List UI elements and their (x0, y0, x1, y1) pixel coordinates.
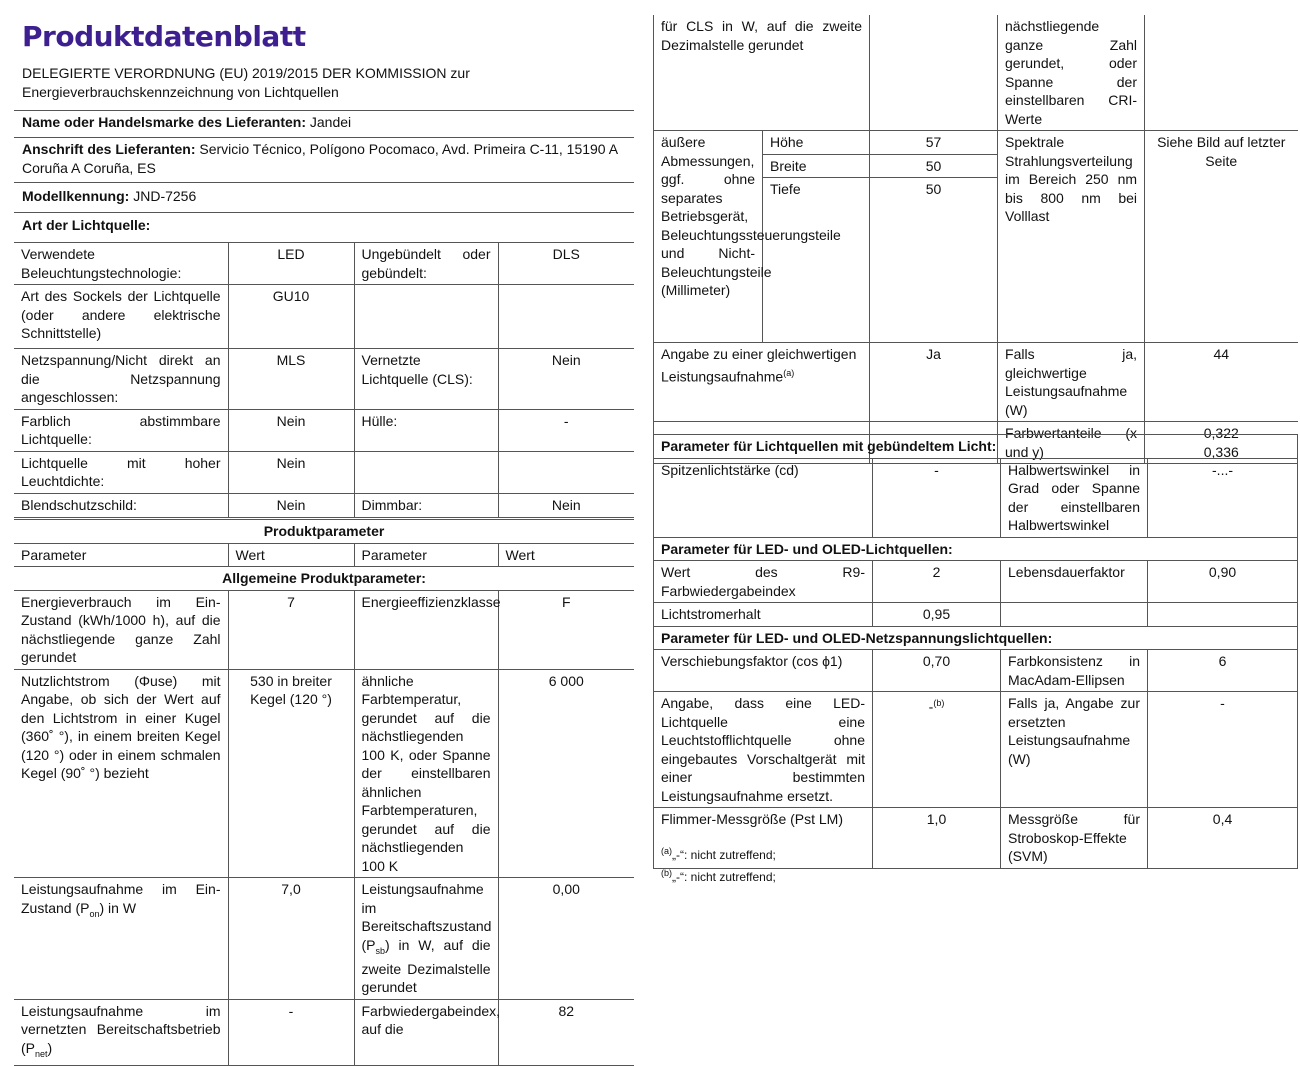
spectral-label: Spektrale Strahlungsverteilung im Bereich 250 nm bis 800 nm bei Volllast (998, 131, 1145, 343)
mains-heading: Parameter für LED- und OLED-Netzspannungslichtquellen: (654, 626, 1298, 650)
table-row (14, 567, 634, 591)
angle-value: -...- (1148, 458, 1298, 537)
table-row (654, 626, 1298, 650)
consist-value: 6 (1148, 650, 1298, 692)
params-table (14, 519, 634, 1066)
table-row (14, 543, 634, 567)
table-row (14, 999, 634, 1065)
table-cell: GU10 (228, 285, 354, 349)
beam-heading: Parameter für Lichtquellen mit gebündeltem Licht: (654, 435, 1298, 459)
table-cell: Ungebündelt oder gebündelt: (354, 243, 498, 285)
table-cell (354, 285, 498, 349)
consist-label: Farbkonsistenz in MacAdam-Ellipsen (1001, 650, 1148, 692)
page-title: Produktdatenblatt (22, 20, 306, 53)
shift-value: 0,70 (873, 650, 1001, 692)
chroma-label: Farbwertanteile (x und y) (998, 422, 1145, 464)
table-cell: 530 in breiter Kegel (120 °) (228, 669, 354, 878)
table-cell (498, 451, 634, 493)
table-cell: MLS (228, 349, 354, 410)
table-row (14, 590, 634, 669)
supplier-name-label: Name oder Handelsmarke des Lieferanten: (22, 114, 306, 130)
table-cell (354, 451, 498, 493)
model-value: JND-7256 (133, 188, 197, 204)
table-row (654, 692, 1298, 808)
angle-label: Halbwertswinkel in Grad oder Spanne der einstellbaren Halbwertswinkel (1001, 458, 1148, 537)
equiv-power-value: 44 (1145, 343, 1298, 422)
divider (14, 182, 634, 183)
col-header-value: Wert (498, 543, 634, 567)
table-row (14, 520, 634, 544)
strobo-value: 0,4 (1148, 808, 1298, 869)
table-row (14, 669, 634, 878)
dim-width-label: Breite (763, 154, 870, 178)
dim-depth-label: Tiefe (763, 178, 870, 343)
table-cell (498, 285, 634, 349)
table-cell (1148, 603, 1298, 627)
table-row (654, 458, 1298, 537)
table-row (14, 243, 634, 285)
table-row (14, 409, 634, 451)
table-cell: 7 (228, 590, 354, 669)
flicker-value: 1,0 (873, 808, 1001, 869)
dim-width-value: 50 (870, 154, 998, 178)
table-cell: Lichtquelle mit hoher Leuchtdichte: (14, 451, 228, 493)
table-row (654, 131, 1298, 155)
table-row (14, 493, 634, 517)
col-header-param: Parameter (354, 543, 498, 567)
net-standby-value: - (228, 999, 354, 1065)
supplier-address (22, 140, 630, 178)
table-row (654, 435, 1298, 459)
r9-label: Wert des R9-Farbwiedergabeindex (654, 561, 873, 603)
power-on-value: 7,0 (228, 878, 354, 1000)
table-cell: Blendschutzschild: (14, 493, 228, 517)
flicker-label: Flimmer-Messgröße (Pst LM) (654, 808, 873, 869)
replace-value: -$^{(b)}$ (873, 692, 1001, 808)
equiv-label: Angabe zu einer gleichwertigen Leistungsaufnahme$^{(a)}$ (654, 343, 870, 422)
shift-label: Verschiebungsfaktor (cos ϕ1) (654, 650, 873, 692)
supplier-name-value: Jandei (309, 114, 352, 130)
cont-right-cell: nächstliegende ganze Zahl gerundet, oder Spanne der einstellbaren CRI-Werte (998, 15, 1145, 131)
maint-value: 0,95 (873, 603, 1001, 627)
r9-value: 2 (873, 561, 1001, 603)
replace-label: Angabe, dass eine LED-Lichtquelle eine Leuchtstofflichtquelle ohne eingebautes Vorschaltgerät mit einer bestimmten Leistungsaufnahme ersetzt. (654, 692, 873, 808)
strobo-label: Messgröße für Stroboskop-Effekte (SVM) (1001, 808, 1148, 869)
spectral-value: Siehe Bild auf letzter Seite (1145, 131, 1298, 343)
table-cell: Nein (228, 493, 354, 517)
continued-table (653, 15, 1298, 464)
divider (14, 110, 634, 111)
dim-height-value: 57 (870, 131, 998, 155)
equiv-power-label: Falls ja, gleichwertige Leistungsaufnahme (W) (998, 343, 1145, 422)
table-row (654, 650, 1298, 692)
table-cell (1001, 603, 1148, 627)
model-label: Modellkennung: (22, 188, 130, 204)
table-row (14, 878, 634, 1000)
table-cell: DLS (498, 243, 634, 285)
led-heading: Parameter für LED- und OLED-Lichtquellen: (654, 537, 1298, 561)
divider (14, 212, 634, 213)
net-standby-label: Leistungsaufnahme im vernetzten Bereitschaftsbetrieb $(P_{net})$ (14, 999, 228, 1065)
general-heading: Allgemeine Produktparameter: (14, 567, 634, 591)
standby-label: Leistungsaufnahme im Bereitschaftszustand $(P_{sb})$ in W, auf die zweite Dezimalstelle gerundet (354, 878, 498, 1000)
table-row (654, 561, 1298, 603)
supplier-address-label: Anschrift des Lieferanten: (22, 141, 196, 157)
table-row (654, 15, 1298, 131)
life-value: 0,90 (1148, 561, 1298, 603)
table-cell: - (498, 409, 634, 451)
cont-left-cell: für CLS in W, auf die zweite Dezimalstelle gerundet (654, 15, 870, 131)
dim-height-label: Höhe (763, 131, 870, 155)
table-row (654, 343, 1298, 422)
peak-value: - (873, 458, 1001, 537)
supplier-address-value: Servicio Técnico, Polígono Pocomaco, Avd. Primeira C-11, 15190 A Coruña A Coruña, ES (22, 141, 618, 176)
maint-label: Lichtstromerhalt (654, 603, 873, 627)
table-cell: 6 000 (498, 669, 634, 878)
dims-label: äußere Abmessungen, ggf. ohne separates Betriebsgerät, Beleuchtungssteuerungsteile und Nicht-Beleuchtungsteile (Millimeter) (654, 131, 763, 343)
divider (14, 137, 634, 138)
replace-power-label: Falls ja, Angabe zur ersetzten Leistungsaufnahme (W) (1001, 692, 1148, 808)
table-cell (1145, 15, 1298, 131)
table-cell: ähnliche Farbtemperatur, gerundet auf die nächstliegenden 100 K, oder Spanne der einstellbaren ähnlichen Farbtemperaturen, gerundet auf die nächstliegenden 100 K (354, 669, 498, 878)
table-cell: Nein (228, 409, 354, 451)
col-header-param: Parameter (14, 543, 228, 567)
table-cell: Art des Sockels der Lichtquelle (oder andere elektrische Schnittstelle) (14, 285, 228, 349)
table-row (14, 349, 634, 410)
dim-depth-value: 50 (870, 178, 998, 343)
table-row (654, 537, 1298, 561)
table-cell: Netzspannung/Nicht direkt an die Netzspannung angeschlossen: (14, 349, 228, 410)
table-cell: F (498, 590, 634, 669)
table-cell: Nein (228, 451, 354, 493)
led-table (653, 434, 1298, 869)
table-cell: Vernetzte Lichtquelle (CLS): (354, 349, 498, 410)
model-id (22, 187, 630, 206)
cri-value: 82 (498, 999, 634, 1065)
table-row (14, 285, 634, 349)
footnote-a: $^{(a)}$„-“: nicht zutreffend; (661, 846, 776, 862)
life-label: Lebensdauerfaktor (1001, 561, 1148, 603)
footnote-b: $^{(b)}$„-“: nicht zutreffend; (661, 868, 776, 884)
table-cell (870, 15, 998, 131)
table-cell: Energieeffizienzklasse (354, 590, 498, 669)
table-cell: Energieverbrauch im Ein-Zustand (kWh/1000 h), auf die nächstliegende ganze Zahl gerundet (14, 590, 228, 669)
table-row (14, 451, 634, 493)
standby-value: 0,00 (498, 878, 634, 1000)
table-cell: LED (228, 243, 354, 285)
type-heading: Art der Lichtquelle: (22, 217, 151, 233)
chroma-value: 0,322 0,336 (1145, 422, 1298, 464)
table-cell: Farblich abstimmbare Lichtquelle: (14, 409, 228, 451)
params-heading: Produktparameter (14, 520, 634, 544)
table-cell: Verwendete Beleuchtungstechnologie: (14, 243, 228, 285)
table-cell: Nein (498, 349, 634, 410)
replace-power-value: - (1148, 692, 1298, 808)
table-cell: Hülle: (354, 409, 498, 451)
regulation-text: DELEGIERTE VERORDNUNG (EU) 2019/2015 DER KOMMISSION zur Energieverbrauchskennzeichnung von Lichtquellen (22, 65, 470, 100)
peak-label: Spitzenlichtstärke (cd) (654, 458, 873, 537)
table-cell: Nein (498, 493, 634, 517)
table-row (654, 603, 1298, 627)
cri-label: Farbwiedergabeindex, auf die (354, 999, 498, 1065)
equiv-value: Ja (870, 343, 998, 422)
table-cell: Nutzlichtstrom (Φuse) mit Angabe, ob sich der Wert auf den Lichtstrom in einer Kugel (360˚ °), in einem breiten Kegel (120 °) oder in einem schmalen Kegel (90˚ °) bezieht (14, 669, 228, 878)
table-cell: Dimmbar: (354, 493, 498, 517)
supplier-name (22, 113, 630, 132)
col-header-value: Wert (228, 543, 354, 567)
type-table (14, 242, 634, 518)
power-on-label: Leistungsaufnahme im Ein-Zustand $(P_{on})$ in W (14, 878, 228, 1000)
